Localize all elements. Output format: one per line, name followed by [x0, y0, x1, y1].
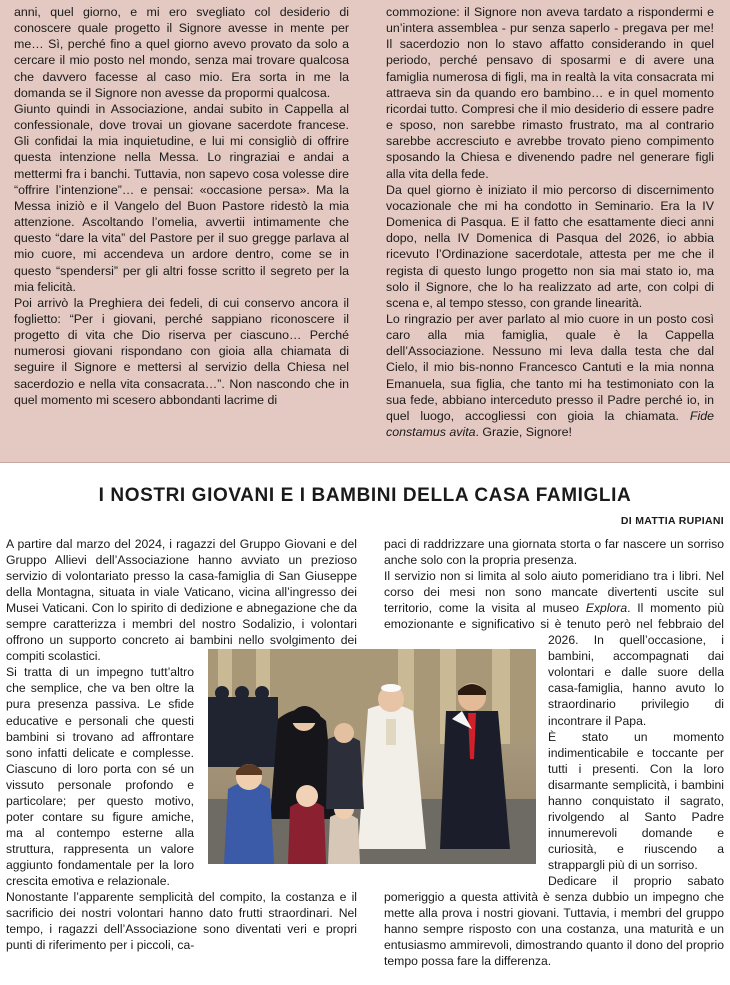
testimony-column-left — [14, 4, 349, 408]
testimony-column-right — [386, 4, 714, 440]
paragraph-text: . Il momento più emozionante e significativo si è tenuto però nel febbraio del 2026. In quell’occasione, i bambini, accompagnati dai volontari e dalle suore della casa-famiglia, hanno avuto lo straordinario privilegio di incontrare il Papa. — [384, 601, 724, 728]
paragraph: anni, quel giorno, e mi ero svegliato col desiderio di conoscere quale progetto il Signore avesse in mente per me… Sì, perché fino a quel giorno avevo provato da solo a cercare il mio posto nel mondo, senza mai trovare qualcosa che davvero facesse al caso mio. Era sorta in me la domanda se il Signore non avesse da propormi qualcosa. — [14, 5, 349, 100]
paragraph: Si tratta di un impegno tutt’altro che semplice, che va ben oltre la pura presenza passiva. Le sfide educative e personali che questi bambini si trovano ad affrontare sono infatti delicate e complesse. Ciascuno di loro porta con sé un vissuto personale profondo e particolare; per questo motivo, poter contare su figure amiche, ma al contempo esterne alla struttura, rappresenta un valore aggiunto fondamentale per la loro crescita emotiva e relazionale. — [6, 665, 194, 888]
paragraph-text: Lo ringrazio per aver parlato al mio cuore in un posto così caro alla mia famiglia, quale è la Cappella dell’Associazione. Nessuno mi leva dalla testa che dal Cielo, il mio bis-nonno Francesco Cantuti e la mia nonna Emanuela, sua figlia, che tanto mi ha testimoniato con la sua fede, abbiano interceduto presso il Padre perché io, in quel luogo, accogliessi con gioia la chiamata. — [386, 311, 714, 423]
paragraph: Poi arrivò la Preghiera dei fedeli, di cui conservo ancora il foglietto: “Per i giovani, perché sappiano riconoscere il progetto di vita che Dio riserva per ciascuno… Perché numerosi giovani rispondano con gioia alla chiamata di seguire il Signore e mettersi al servizio della Chiesa nel sacerdozio e nella vita consacrata…”. Non nascondo che in quel momento mi scesero abbondanti lacrime di — [14, 295, 349, 407]
latin-motto: Fide constamus avita — [386, 408, 714, 440]
closing-text: . Grazie, Signore! — [475, 425, 572, 440]
article-byline: DI MATTIA RUPIANI — [620, 515, 724, 527]
paragraph: Nonostante l’apparente semplicità del compito, la costanza e il sacrificio dei nostri volontari hanno dato frutti straordinari. Nel tempo, i ragazzi dell’Associazione sono diventati veri e propri punti di riferimento per i piccoli, ca- — [6, 890, 357, 953]
paragraph: paci di raddrizzare una giornata storta o far nascere un sorriso anche solo con la propria presenza. — [384, 537, 724, 568]
paragraph: Giunto quindi in Associazione, andai subito in Cappella al confessionale, dove trovai un giovane sacerdote francese. Gli confidai la mia inquietudine, e lui mi consigliò di offrire questa intenzione nella Messa. Lo ringraziai e andai a mettermi fra i banchi. Tuttavia, non sapevo cosa volesse dire “offrire l’intenzione”… e pensai: «occasione persa». Ma la Messa iniziò e il Vangelo del Buon Pastore ridestò la mia attenzione. Ascoltando l’omelia, avvertii intimamente che questo “dare la vita” del Pastore per il suo gregge parlava al mio cuore, mi accendeva un ardore dentro, come se in questo “spendersi” per gli altri fosse scritto il segreto per la mia felicità. — [14, 101, 349, 294]
paragraph — [386, 311, 714, 440]
paragraph: Dedicare il proprio sabato pomeriggio a questa attività è senza dubbio un impegno che mette alla prova i nostri giovani. Tuttavia, i membri del gruppo hanno sempre risposto con una costanza, una maturità e un entusiasmo ammirevoli, dimostrando quanto il dono del proprio tempo possa fare la differenza. — [384, 873, 724, 969]
paragraph: È stato un momento indimenticabile e toccante per tutti i presenti. Con la loro disarmante semplicità, i bambini hanno conquistato il sagrato, rivolgendo al Santo Padre innumerevoli domande e curiosità, e riuscendo a strappargli più di un sorriso. — [548, 729, 724, 872]
museum-name: Explora — [585, 601, 628, 616]
paragraph: commozione: il Signore non aveva tardato a rispondermi e un’intera assemblea - pur senza saperlo - pregava per me! Il sacerdozio non lo stavo affatto considerando in quel periodo, perché pensavo di sposarmi e di avere una famiglia numerosa di figli, ma in realtà la vita consacrata mi attraeva sin da quando ero bambino… e in quel momento ricordai tutto. Compresi che il mio desiderio di essere padre e sposo, non sarebbe rimasto frustrato, ma al contrario sarebbe accresciuto e avrebbe trovato pieno compimento sposando la Chiesa e divenendo padre nel generare figli alla vita della fede. — [386, 5, 714, 181]
paragraph — [6, 536, 357, 664]
paragraph-text: Il servizio non si limita al solo aiuto pomeridiano tra i libri. Nel corso dei mesi non sono mancate divertenti uscite sul territorio, come la visita al museo — [384, 569, 724, 616]
pope-meeting-photo — [208, 649, 536, 864]
paragraph-text: A partire dal marzo del 2024, i ragazzi del Gruppo Giovani e del Gruppo Allievi dell’Associazione hanno avviato un prezioso servizio di volontariato presso la casa-famiglia di San Giuseppe della Montagna, situata in viale Vaticano, vicina all’ingresso dei Musei Vaticani. Con lo spirito di dedizione e abnegazione che da sempre caratterizza i membri del nostro Sodalizio, i volontari offrono un supporto concreto ai bambini nello svolgimento dei compiti scolastici. — [6, 537, 357, 664]
article-title: I NOSTRI GIOVANI E I BAMBINI DELLA CASA FAMIGLIA — [98, 485, 632, 506]
paragraph: Da quel giorno è iniziato il mio percorso di discernimento vocazionale che mi ha condotto in Seminario. Era la IV Domenica di Pasqua. E il fatto che esattamente dieci anni dopo, nella IV Domenica di Pasqua del 2026, io abbia ricevuto l’Ordinazione sacerdotale, attesta per me che il regista di questo lungo progetto non sia mai stato io, ma solo il Signore, che lo ha realizzato ad arte, con colpi di scena e, al tempo stesso, con grande linearità. — [386, 182, 714, 310]
testimony-box — [0, 0, 730, 463]
photo-illustration — [208, 649, 536, 864]
